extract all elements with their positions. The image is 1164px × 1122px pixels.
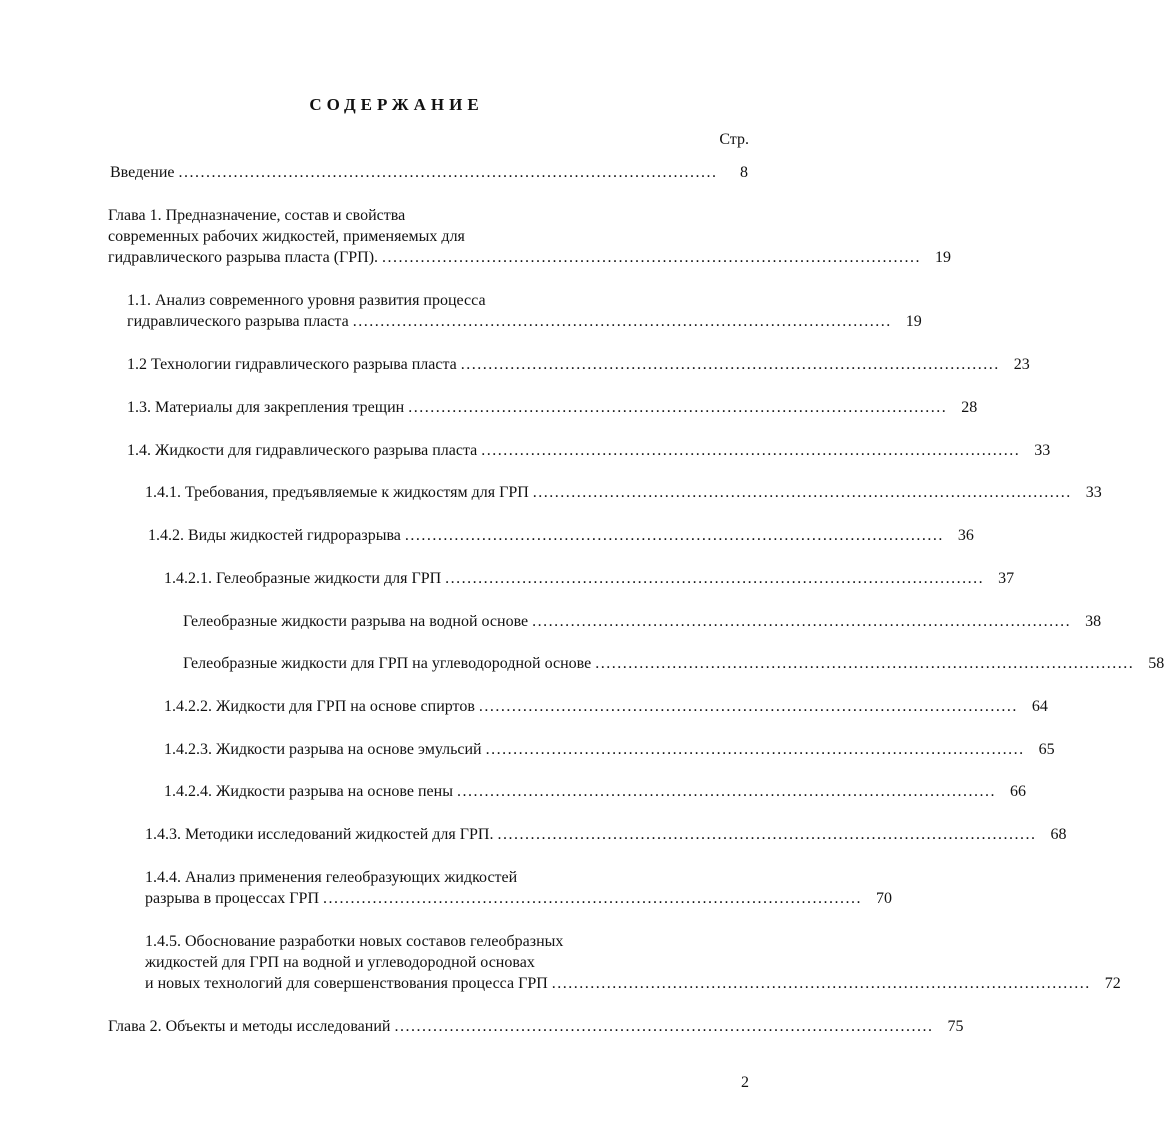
dot-leader: ..................................................................................................: [532, 613, 1072, 630]
toc-entry-text: 1.4.2.4. Жидкости разрыва на основе пены: [164, 783, 453, 800]
page-column-label: Стр.: [719, 131, 749, 148]
toc-entry-1-4-2-4[interactable]: [164, 781, 1026, 802]
toc-entry-page: 33: [1034, 442, 1051, 459]
toc-entry-text: Введение: [110, 164, 175, 181]
dot-leader: ..................................................................................................: [595, 655, 1135, 672]
toc-entry-1-2[interactable]: [127, 354, 1030, 375]
toc-entry-text: 1.4.2.1. Гелеобразные жидкости для ГРП: [164, 570, 442, 587]
toc-entry-water-based-gels[interactable]: [183, 611, 1102, 632]
toc-entry-text: гидравлического разрыва пласта (ГРП).: [108, 249, 379, 266]
toc-entry-text: гидравлического разрыва пласта: [127, 313, 349, 330]
toc-entry-page: 37: [998, 570, 1015, 587]
toc-entry-1-4-2[interactable]: [148, 525, 974, 546]
toc-entry-1-4-1[interactable]: [145, 482, 1102, 503]
dot-leader: ..................................................................................................: [481, 442, 1021, 459]
toc-entry-1-4-2-1[interactable]: [164, 568, 1015, 589]
dot-leader: ..................................................................................................: [497, 826, 1037, 843]
toc-entry-page: 68: [1050, 826, 1067, 843]
dot-leader: ..................................................................................................: [478, 698, 1018, 715]
dot-leader: ..................................................................................................: [485, 741, 1025, 758]
toc-entry-text: Глава 2. Объекты и методы исследований: [108, 1018, 391, 1035]
dot-leader: ..................................................................................................: [178, 164, 718, 181]
toc-entry-text: 1.4.2.2. Жидкости для ГРП на основе спиртов: [164, 698, 475, 715]
toc-entry-text: 1.4.5. Обоснование разработки новых составов гелеобразных: [145, 933, 564, 950]
toc-entry-introduction[interactable]: [110, 162, 748, 183]
dot-leader: ..................................................................................................: [404, 527, 944, 544]
toc-entry-hydrocarbon-based-gels[interactable]: [183, 653, 1164, 674]
toc-entry-1-4-4[interactable]: [145, 867, 892, 909]
page-title: СОДЕРЖАНИЕ: [309, 95, 484, 114]
toc-entry-page: 38: [1085, 613, 1102, 630]
dot-leader: ..................................................................................................: [445, 570, 985, 587]
dot-leader: ..................................................................................................: [456, 783, 996, 800]
toc-entry-chapter-2[interactable]: [108, 1016, 964, 1037]
toc-entry-text: 1.4. Жидкости для гидравлического разрыва пласта: [127, 442, 478, 459]
toc-entry-text: 1.4.2. Виды жидкостей гидроразрыва: [148, 527, 401, 544]
dot-leader: ..................................................................................................: [352, 313, 892, 330]
toc-entry-text: жидкостей для ГРП на водной и углеводородной основах: [145, 954, 535, 971]
toc-entry-1-4-5[interactable]: [145, 931, 1121, 994]
toc-entry-page: 66: [1009, 783, 1026, 800]
toc-entry-page: 23: [1013, 356, 1030, 373]
toc-entry-text: разрыва в процессах ГРП: [145, 890, 319, 907]
toc-entry-text: современных рабочих жидкостей, применяемых для: [108, 228, 465, 245]
dot-leader: ..................................................................................................: [460, 356, 1000, 373]
toc-entry-page: 33: [1085, 484, 1102, 501]
toc-entry-text: 1.4.2.3. Жидкости разрыва на основе эмульсий: [164, 741, 482, 758]
toc-entry-page: 36: [957, 527, 974, 544]
toc-entry-text: 1.4.4. Анализ применения гелеобразующих жидкостей: [145, 869, 518, 886]
toc-entry-page: 19: [935, 249, 952, 266]
toc-entry-1-4[interactable]: [127, 440, 1051, 461]
toc-entry-page: 19: [905, 313, 922, 330]
toc-entry-1-4-2-3[interactable]: [164, 739, 1055, 760]
toc-entry-text: 1.4.3. Методики исследований жидкостей для ГРП.: [145, 826, 494, 843]
toc-entry-text: и новых технологий для совершенствования процесса ГРП: [145, 975, 548, 992]
toc-entry-text: 1.3. Материалы для закрепления трещин: [127, 399, 405, 416]
toc-entry-1-4-3[interactable]: [145, 824, 1067, 845]
dot-leader: ..................................................................................................: [394, 1018, 934, 1035]
dot-leader: ..................................................................................................: [532, 484, 1072, 501]
toc-entry-1-4-2-2[interactable]: [164, 696, 1048, 717]
dot-leader: ..................................................................................................: [408, 399, 948, 416]
toc-entry-page: 64: [1031, 698, 1048, 715]
toc-entry-page: 75: [947, 1018, 964, 1035]
toc-entry-text: Глава 1. Предназначение, состав и свойства: [108, 207, 406, 224]
toc-entry-page: 28: [961, 399, 978, 416]
toc-entry-page: 65: [1038, 741, 1055, 758]
toc-entry-page: 58: [1148, 655, 1164, 672]
toc-entry-text: Гелеобразные жидкости разрыва на водной основе: [183, 613, 529, 630]
toc-entry-text: 1.2 Технологии гидравлического разрыва пласта: [127, 356, 457, 373]
dot-leader: ..................................................................................................: [323, 890, 862, 907]
toc-entry-text: 1.1. Анализ современного уровня развития процесса: [127, 292, 486, 309]
toc-entry-text: Гелеобразные жидкости для ГРП на углеводородной основе: [183, 655, 592, 672]
dot-leader: ..................................................................................................: [551, 975, 1091, 992]
toc-entry-page: 72: [1104, 975, 1121, 992]
toc-entry-page: 8: [740, 164, 748, 181]
toc-entry-1-1[interactable]: [127, 290, 922, 332]
toc-entry-text: 1.4.1. Требования, предъявляемые к жидкостям для ГРП: [145, 484, 529, 501]
toc-entry-1-3[interactable]: [127, 397, 978, 418]
dot-leader: ..................................................................................................: [382, 249, 922, 266]
page-number: 2: [741, 1074, 749, 1091]
toc-entry-chapter-1[interactable]: [108, 205, 952, 268]
toc-entry-page: 70: [876, 890, 892, 907]
